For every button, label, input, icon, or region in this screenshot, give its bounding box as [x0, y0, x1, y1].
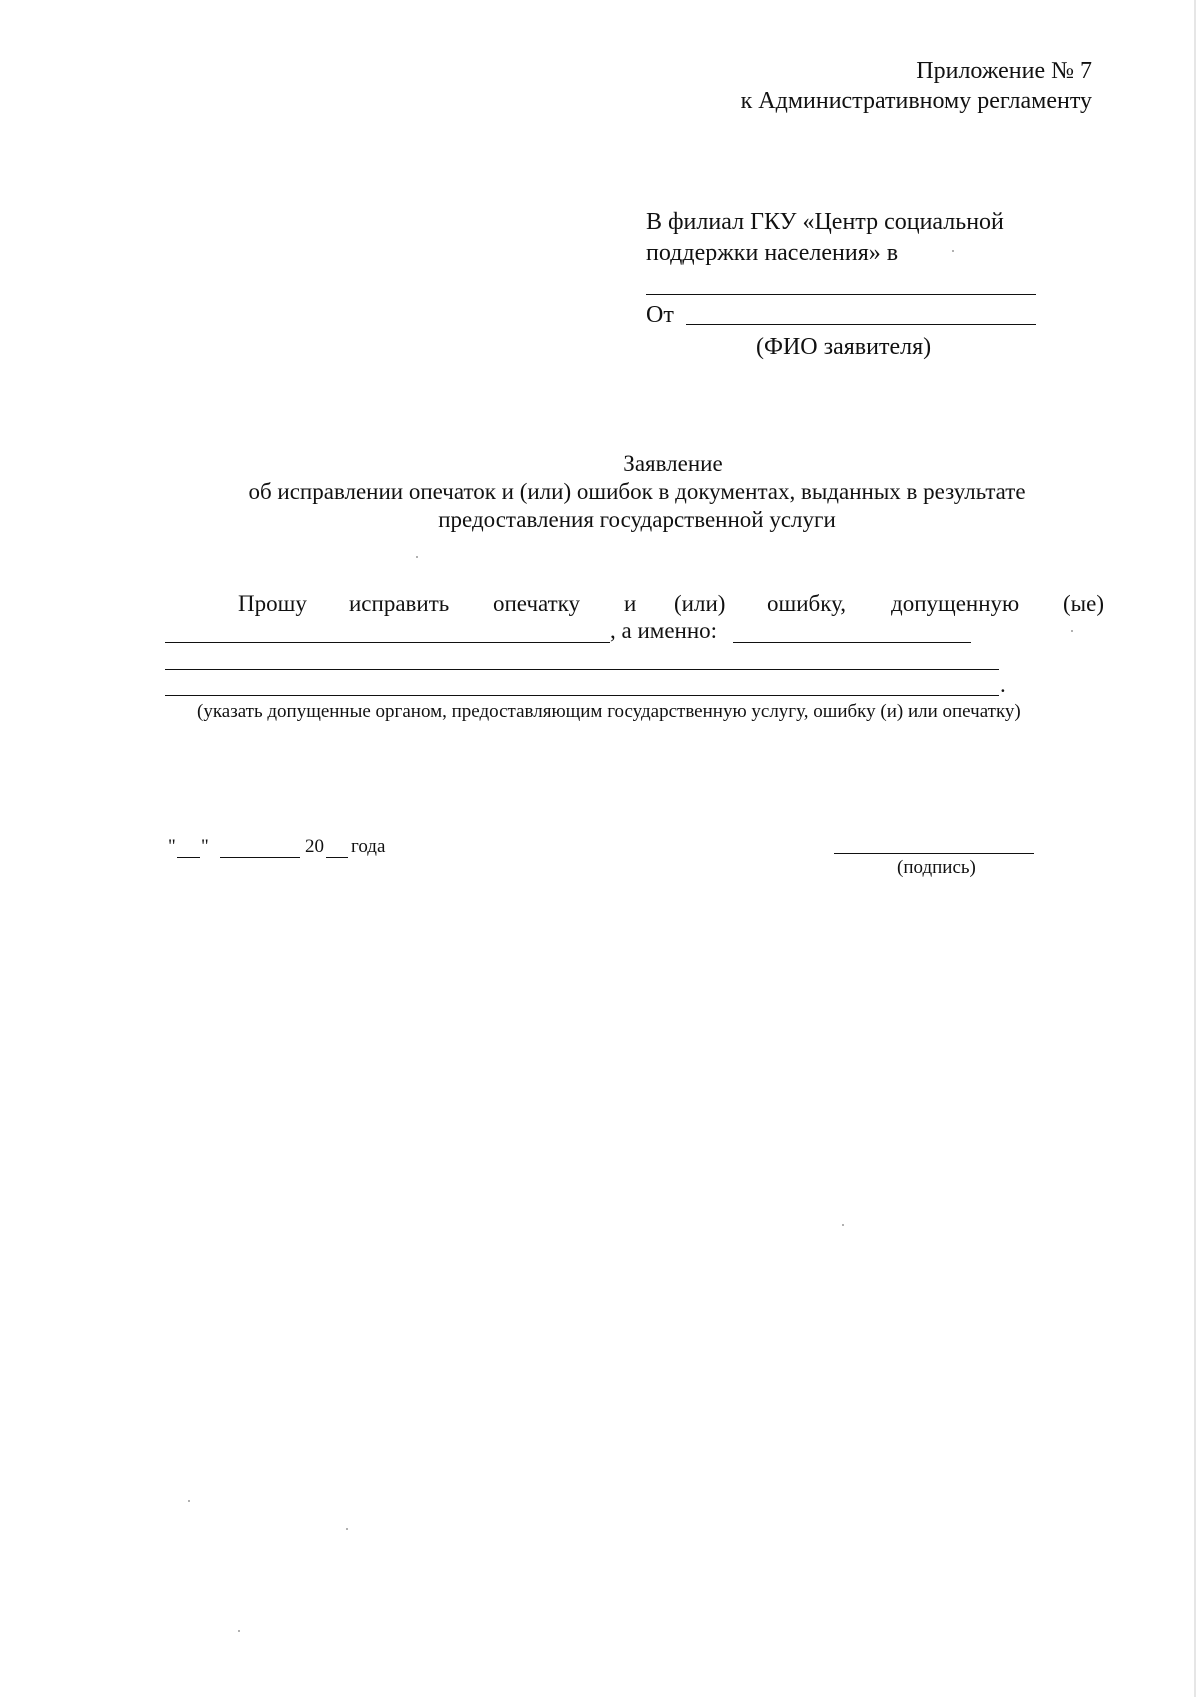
document-subtitle-line-2: предоставления государственной услуги [438, 507, 836, 532]
error-hint: (указать допущенные органом, предоставляющим государственную услугу, ошибку (и) или опечатку) [197, 701, 1021, 722]
date-day-field[interactable] [177, 857, 200, 858]
scan-speck [346, 1528, 348, 1530]
scan-speck [842, 1224, 844, 1226]
scan-edge-shadow [1194, 0, 1196, 1697]
appendix-number: Приложение № 7 [916, 58, 1092, 84]
applicant-fio-field[interactable] [686, 324, 1036, 325]
regulation-reference: к Административному регламенту [740, 88, 1092, 114]
date-open-quote: " [168, 836, 176, 857]
namely-label: , а именно: [610, 618, 718, 643]
year-prefix: 20 [305, 836, 324, 857]
fio-caption: (ФИО заявителя) [756, 334, 932, 360]
body-word-1: Прошу [238, 591, 307, 616]
signature-caption: (подпись) [897, 857, 976, 878]
sentence-period: . [1000, 672, 1006, 697]
date-month-field[interactable] [220, 857, 300, 858]
body-word-8: (ые) [1063, 591, 1104, 616]
addressee-line-2: поддержки населения» в [646, 240, 899, 266]
from-label: От [646, 302, 674, 328]
scan-speck [416, 556, 418, 558]
error-description-field-1[interactable] [733, 642, 971, 643]
body-word-2: исправить [349, 591, 450, 616]
date-year-field[interactable] [326, 857, 348, 858]
signature-field[interactable] [834, 853, 1034, 854]
scan-speck [1071, 630, 1073, 632]
addressee-line-1: В филиал ГКУ «Центр социальной [646, 209, 1004, 235]
branch-name-field[interactable] [646, 294, 1036, 295]
body-word-5: (или) [674, 591, 726, 616]
scan-speck [188, 1500, 190, 1502]
body-word-7: допущенную [891, 591, 1020, 616]
year-suffix: года [351, 836, 386, 857]
document-title: Заявление [623, 451, 723, 476]
body-word-6: ошибку, [767, 591, 847, 616]
date-close-quote: " [201, 836, 209, 857]
body-word-4: и [624, 591, 637, 616]
error-description-field-3[interactable] [165, 695, 999, 696]
document-name-field[interactable] [165, 642, 610, 643]
scan-speck [238, 1630, 240, 1632]
document-subtitle-line-1: об исправлении опечаток и (или) ошибок в документах, выданных в результате [248, 479, 1026, 504]
scan-speck [952, 250, 954, 252]
body-word-3: опечатку [493, 591, 581, 616]
error-description-field-2[interactable] [165, 669, 999, 670]
